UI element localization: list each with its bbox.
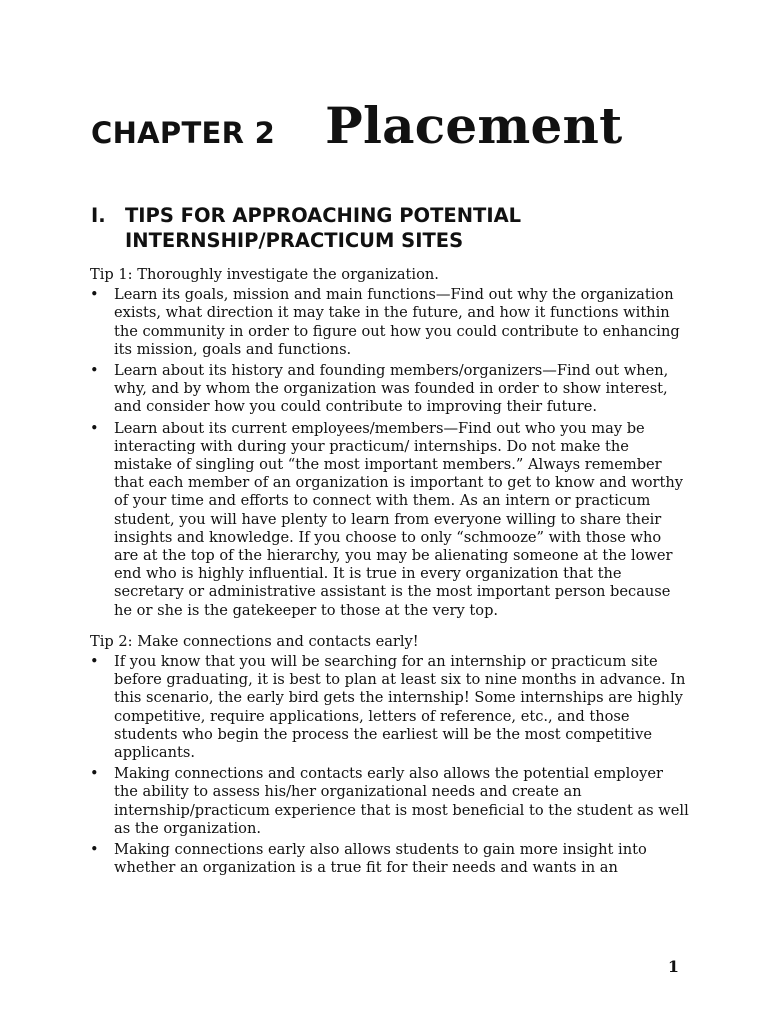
- tip-2-label: Tip 2: Make connections and contacts early!: [90, 632, 419, 650]
- tip-2: [90, 633, 690, 878]
- section-title-line-2: INTERNSHIP/PRACTICUM SITES: [125, 229, 464, 252]
- section-heading: [91, 203, 521, 253]
- body-content: [90, 266, 690, 891]
- bullet-icon: •: [90, 286, 99, 304]
- chapter-label: CHAPTER 2: [91, 116, 276, 150]
- list-item-text: Learn its goals, mission and main functions—Find out why the organization exists, what direction it may take in the future, and how it functions within the community in order to figure out how you could contribute to enhancing its mission, goals and functions.: [114, 286, 680, 358]
- tip-1: [90, 266, 690, 620]
- list-item-text: If you know that you will be searching for an internship or practicum site before graduating, it is best to plan at least six to nine months in advance. In this scenario, the early bird gets the internship! Some internships are highly competitive, require applications, letters of reference, etc., and those students who begin the process the earliest will be the most competitive applicants.: [114, 653, 686, 762]
- list-item: [90, 286, 690, 359]
- tip-1-label: Tip 1: Thoroughly investigate the organization.: [90, 266, 439, 283]
- bullet-icon: •: [90, 841, 99, 859]
- list-item: [90, 765, 690, 838]
- list-item: [90, 420, 690, 620]
- list-item: [90, 653, 690, 762]
- tip-1-bullet-list: [90, 286, 690, 620]
- page-number: 1: [667, 957, 679, 976]
- list-item-text: Learn about its current employees/members—Find out who you may be interacting with during your practicum/ internships. Do not make the mistake of singling out “the most important members.” Always remember that each member of an organization is important to get to know and worthy of your time and efforts to connect with them. As an intern or practicum student, you will have plenty to learn from everyone willing to share their insights and knowledge. If you choose to only “schmooze” with those who are at the top of the hierarchy, you may be alienating someone at the lower end who is highly influential. It is true in every organization that the secretary or administrative assistant is the most important person because he or she is the gatekeeper to those at the very top.: [114, 419, 684, 619]
- bullet-icon: •: [90, 765, 99, 783]
- list-item: [90, 362, 690, 417]
- bullet-icon: •: [90, 653, 99, 671]
- section-title-line-1: TIPS FOR APPROACHING POTENTIAL: [125, 204, 522, 227]
- list-item-text: Learn about its history and founding members/organizers—Find out when, why, and by whom the organization was founded in order to show interest, and consider how you could contribute to improving their future.: [114, 362, 669, 416]
- chapter-heading: [91, 96, 622, 155]
- chapter-title: Placement: [325, 96, 623, 155]
- list-item-text: Making connections and contacts early also allows the potential employer the ability to assess his/her organizational needs and create an internship/practicum experience that is most beneficial to the student as well as the organization.: [114, 765, 689, 837]
- list-item: [90, 841, 690, 877]
- section-title: [125, 203, 521, 253]
- bullet-icon: •: [90, 419, 99, 437]
- list-item-text: Making connections early also allows students to gain more insight into whether an organization is a true fit for their needs and wants in an: [114, 841, 647, 877]
- bullet-icon: •: [90, 362, 99, 380]
- section-number: I.: [91, 204, 106, 227]
- tip-2-bullet-list: [90, 653, 690, 877]
